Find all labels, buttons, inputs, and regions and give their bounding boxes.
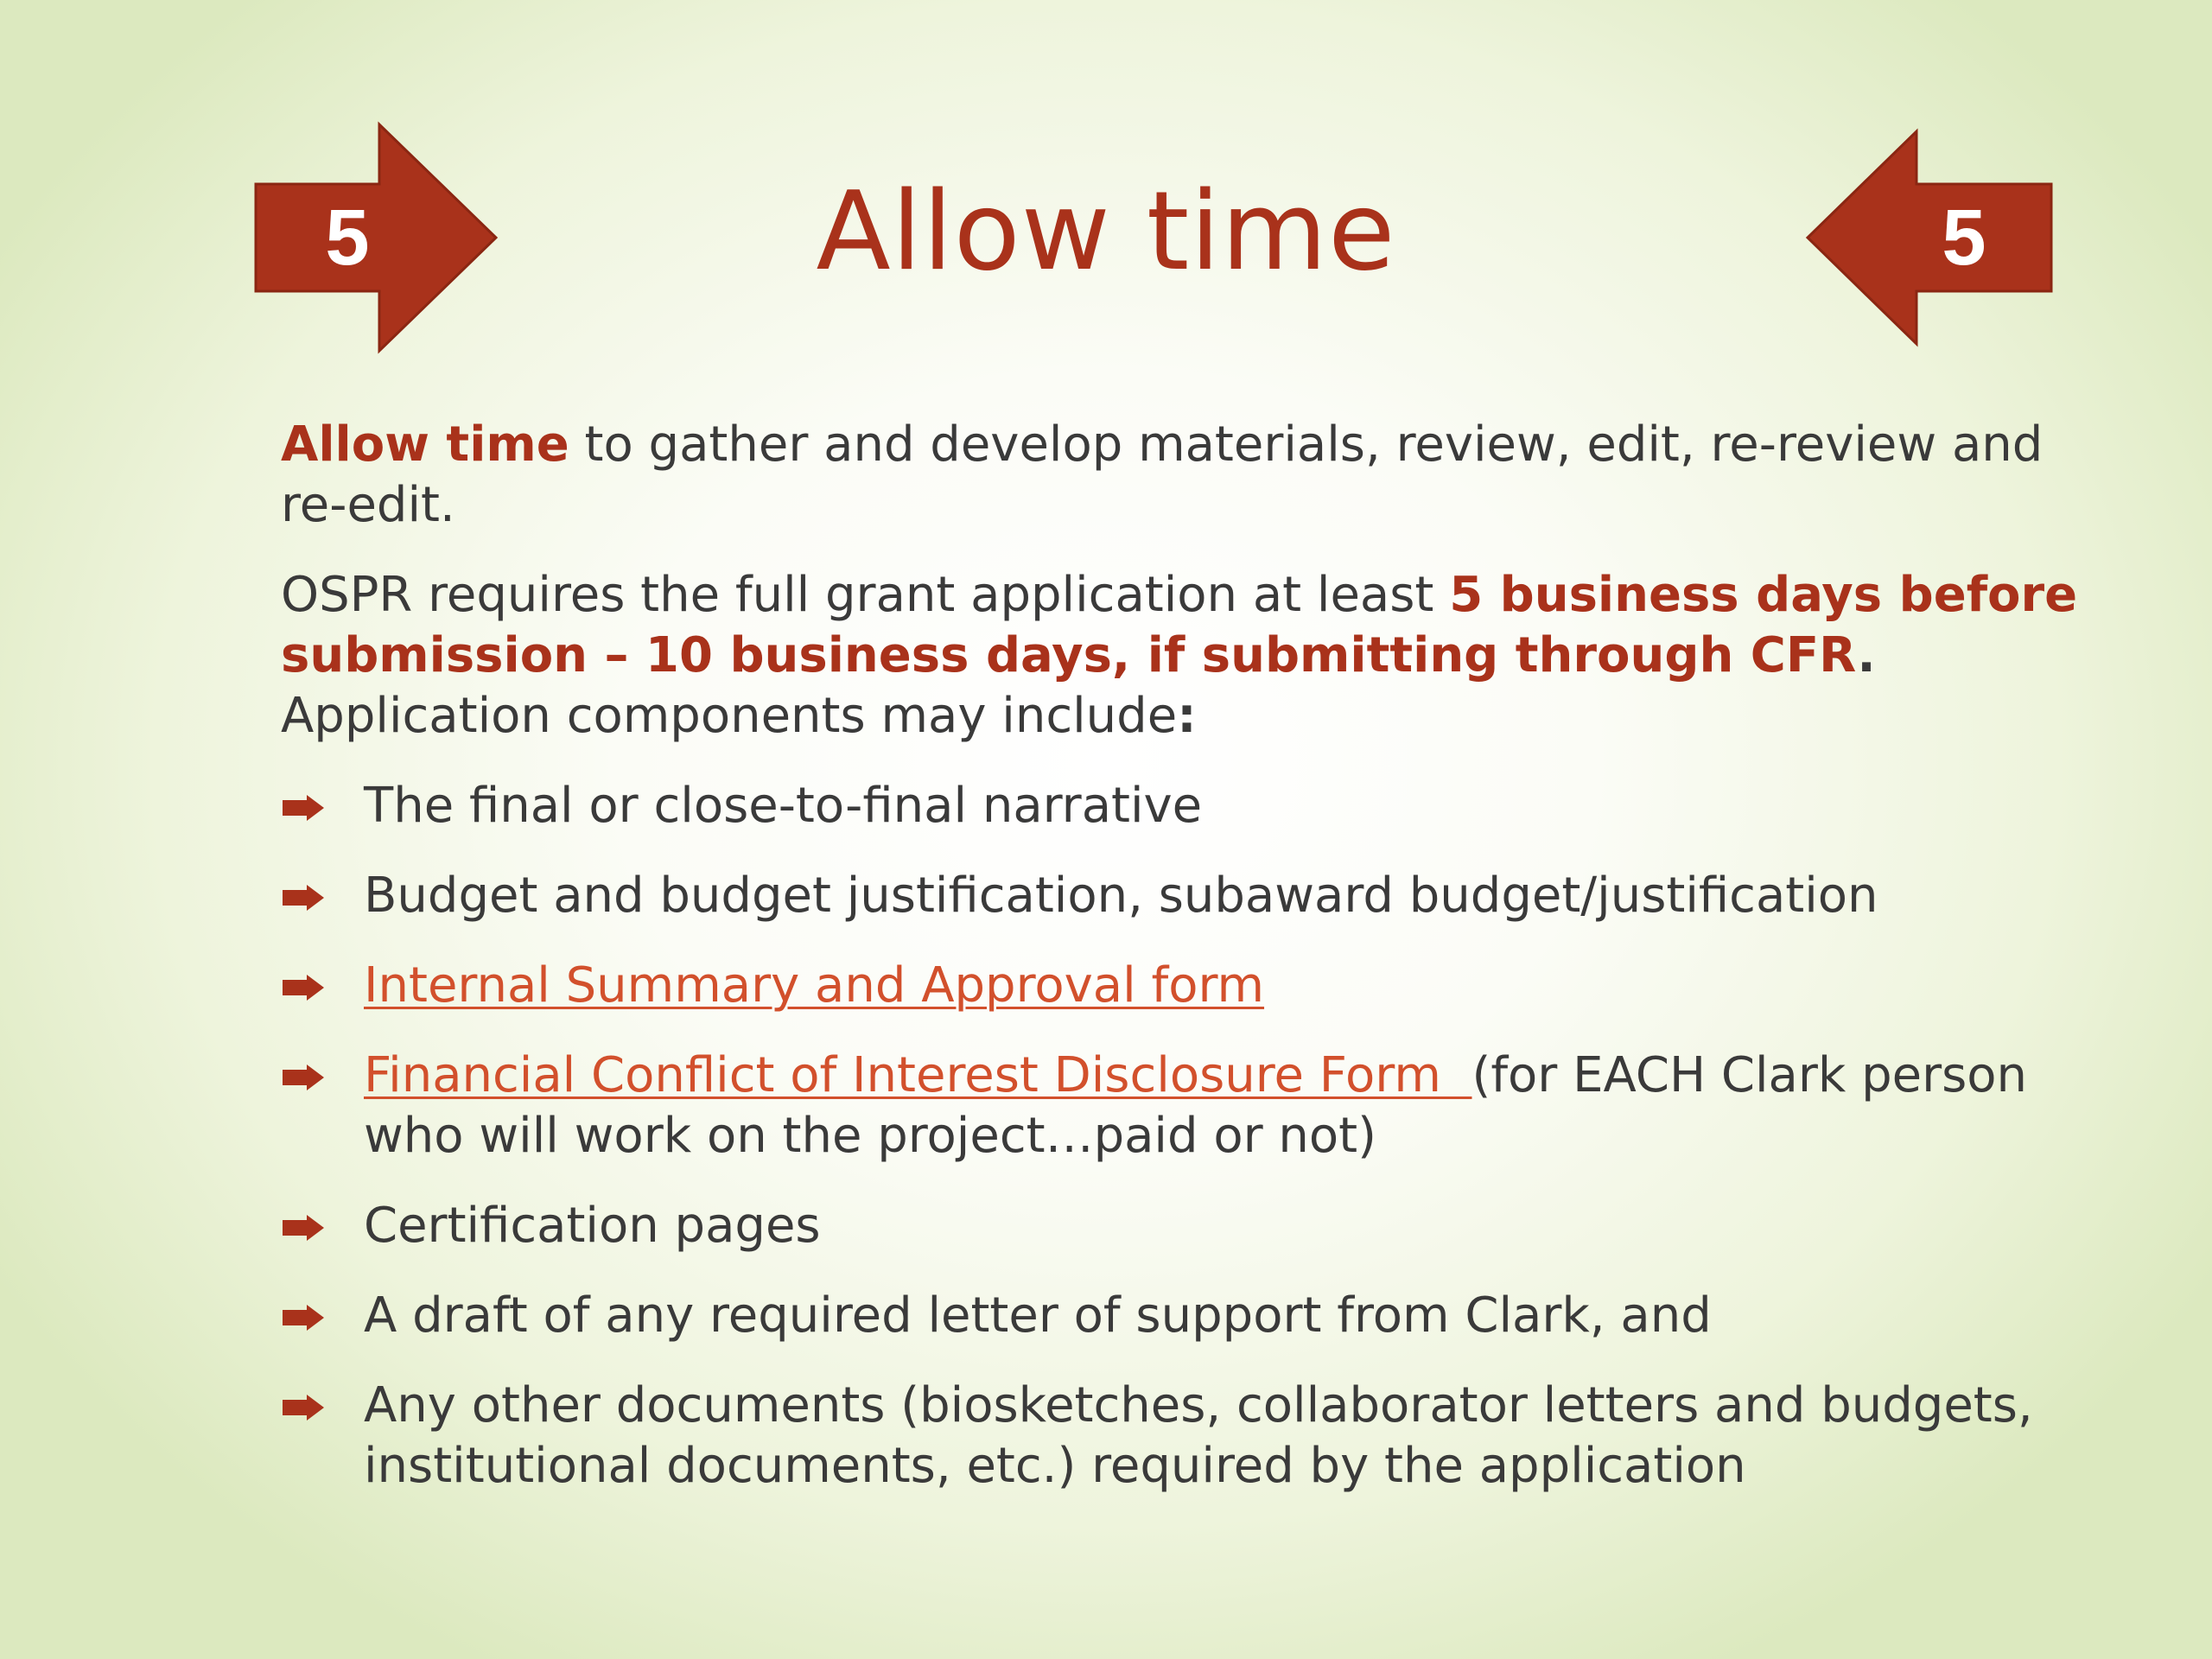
list-item <box>281 1196 2087 1256</box>
right-arrow-bullet-icon <box>283 795 324 821</box>
internal-summary-approval-form-link[interactable]: Internal Summary and Approval form <box>364 957 1265 1014</box>
requirement-paragraph <box>281 565 2087 747</box>
intro-text: to gather and develop materials, review, edit, re-review and re-edit. <box>281 416 2044 533</box>
slide-body <box>281 415 2087 1526</box>
right-arrow-bullet-icon <box>283 1065 324 1090</box>
right-arrow-bullet-icon <box>283 1395 324 1421</box>
right-arrow-bullet-icon <box>283 975 324 1001</box>
list-item <box>281 1046 2087 1166</box>
requirement-colon: : <box>1177 688 1197 744</box>
fcoi-disclosure-form-link[interactable]: Financial Conflict of Interest Disclosure Form <box>364 1047 1472 1103</box>
list-item-text: A draft of any required letter of support from Clark, and <box>364 1287 1712 1344</box>
step-number-left: 5 <box>325 194 370 282</box>
list-item-text: Any other documents (biosketches, collaborator letters and budgets, institutional documents, etc.) required by the application <box>364 1377 2033 1494</box>
requirement-period: . <box>1857 627 1876 683</box>
requirement-lead: OSPR requires the full grant application at least <box>281 567 1450 623</box>
list-item-text: The final or close-to-final narrative <box>364 778 1203 834</box>
list-item <box>281 776 2087 836</box>
step-number-right: 5 <box>1942 194 1986 282</box>
intro-paragraph <box>281 415 2087 536</box>
list-item-text: Certification pages <box>364 1198 821 1254</box>
step-arrow-right-icon <box>1804 121 2055 354</box>
list-item <box>281 956 2087 1016</box>
list-item <box>281 1286 2087 1346</box>
deadline-emphasis: 5 business days before submission – 10 business days, if submitting through CFR <box>281 567 2078 683</box>
allow-time-emphasis: Allow time <box>281 416 569 473</box>
right-arrow-bullet-icon <box>283 1305 324 1331</box>
list-item-text: (for EACH Clark person who will work on the project…paid or not) <box>364 1047 2028 1164</box>
right-arrow-bullet-icon <box>283 885 324 911</box>
requirement-tail: Application components may include <box>281 688 1178 744</box>
list-item-text: Budget and budget justification, subaward budget/justification <box>364 868 1878 924</box>
components-list <box>281 776 2087 1497</box>
list-item <box>281 1376 2087 1497</box>
slide-title: Allow time <box>816 168 1396 295</box>
list-item <box>281 866 2087 926</box>
right-arrow-bullet-icon <box>283 1215 324 1241</box>
